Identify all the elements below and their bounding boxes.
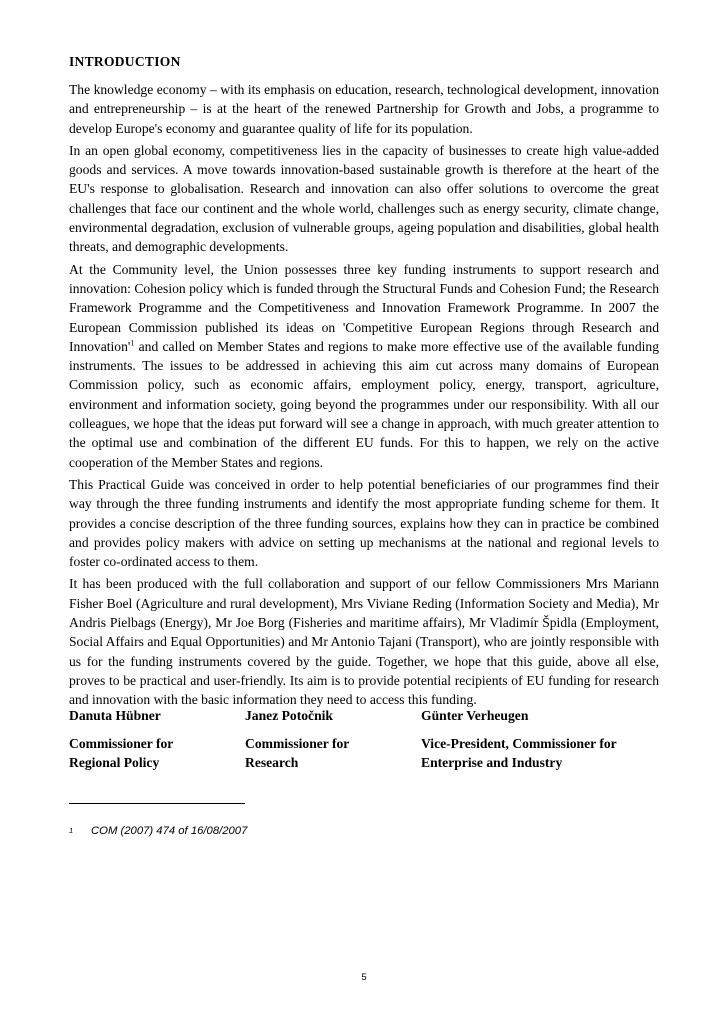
page-number: 5 <box>361 972 367 983</box>
signatory-hubner <box>69 706 245 772</box>
signatory-potocnik <box>245 706 421 772</box>
signatory-title-line-1: Vice-President, Commissioner for <box>421 736 617 751</box>
paragraph-5: It has been produced with the full collaboration and support of our fellow Commissioners Mrs Mariann Fisher Boel (Agriculture and rural development), Mrs Viviane Reding (Information Society and Media), Mr Andris Pielbags (Energy), Mr Joe Borg (Fisheries and maritime affairs), Mr Vladimír Špidla (Employment, Social Affairs and Equal Opportunities) and Mr Antonio Tajani (Transport), who are jointly responsible with us for the funding instruments covered by the guide. Together, we hope that this guide, above all else, proves to be practical and user-friendly. Its aim is to provide potential recipients of EU funding for research and innovation with the basic information they need to access this funding. <box>69 576 659 708</box>
footnote-text: COM (2007) 474 of 16/08/2007 <box>91 825 248 837</box>
signatory-name: Janez Potočnik <box>245 708 333 723</box>
signatory-title-line-1: Commissioner for <box>245 736 350 751</box>
signatory-name: Danuta Hübner <box>69 708 161 723</box>
section-heading: INTRODUCTION <box>69 54 181 69</box>
signatory-title-line-2: Research <box>245 755 299 770</box>
footnote-divider <box>69 803 245 804</box>
document-body <box>69 52 659 713</box>
footnote <box>69 824 247 838</box>
paragraph-4: This Practical Guide was conceived in order to help potential beneficiaries of our programmes find their way through the three funding instruments and identify the most appropriate funding scheme for them. It provides a concise description of the three funding sources, explains how they can in practice be combined and provides policy makers with advice on setting up mechanisms at the national and regional levels to foster co-ordinated access to them. <box>69 476 659 570</box>
signature-block <box>69 706 669 772</box>
signatory-title-line-2: Enterprise and Industry <box>421 755 563 770</box>
paragraph-3-text-after: and called on Member States and regions to make more effective use of the available funding instruments. The issues to be addressed in achieving this aim cut across many domains of European Commission policy, such as economic affairs, employment policy, energy, transport, agriculture, environment and information society, going beyond the programmes under our responsibility. With all our colleagues, we hope that the ideas put forward will see a change in approach, with much greater attention to the optimal use and combination of the different EU funds. For this to happen, we rely on the active cooperation of the Member States and regions. <box>69 338 659 470</box>
footnote-mark: 1 <box>69 826 74 835</box>
signatory-verheugen <box>421 706 669 772</box>
paragraph-3-text-before: At the Community level, the Union possesses three key funding instruments to support research and innovation: Cohesion policy which is funded through the Structural Funds and Cohesion Fund; the Research Framework Programme and the Competitiveness and Innovation Framework Programme. In 2007 the European Commission published its ideas on 'Competitive European Regions through Research and Innovation' <box>69 261 659 354</box>
footnote-reference[interactable]: 1 <box>130 338 135 348</box>
signatory-title-line-1: Commissioner for <box>69 736 174 751</box>
signatory-name: Günter Verheugen <box>421 708 529 723</box>
paragraph-1: The knowledge economy – with its emphasis on education, research, technological development, innovation and entrepreneurship – is at the heart of the renewed Partnership for Growth and Jobs, a programme to develop Europe's economy and guarantee quality of life for its population. <box>69 82 659 136</box>
signatory-title-line-2: Regional Policy <box>69 755 160 770</box>
paragraph-3 <box>69 260 659 472</box>
paragraph-2: In an open global economy, competitiveness lies in the capacity of businesses to create high value-added goods and services. A move towards innovation-based sustainable growth is therefore at the heart of the EU's response to globalisation. Research and innovation can also offer solutions to overcome the great challenges that face our continent and the whole world, challenges such as energy security, climate change, environmental degradation, exclusion of vulnerable groups, ageing population and disabilities, global health threats, and demographic developments. <box>69 142 659 255</box>
signature-row <box>69 706 669 772</box>
